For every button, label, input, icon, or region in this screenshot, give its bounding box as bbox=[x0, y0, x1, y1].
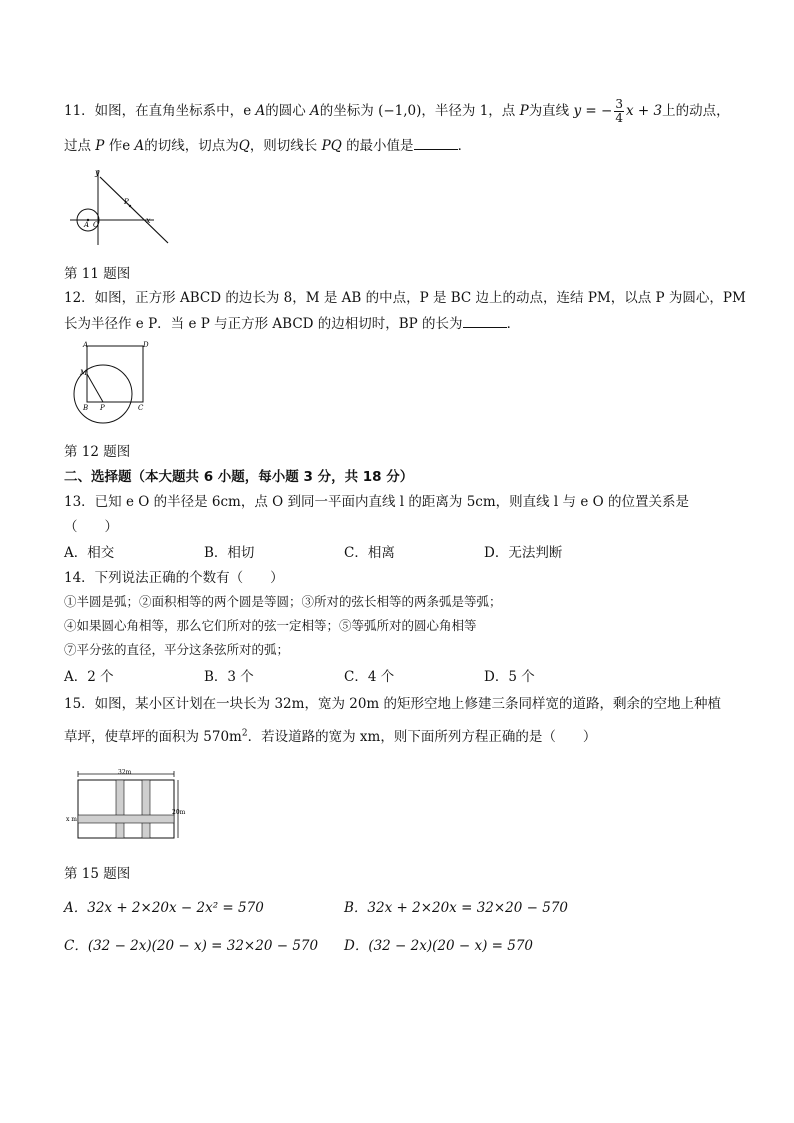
var-A: A bbox=[310, 103, 320, 119]
var-A: A bbox=[134, 138, 145, 154]
q11-line2 bbox=[64, 134, 471, 154]
q14-option-b[interactable]: B．3 个 bbox=[204, 669, 254, 685]
q11-text-h: 作 bbox=[108, 138, 123, 154]
q12-figure bbox=[70, 338, 160, 430]
q12-caption: 第 12 题图 bbox=[64, 444, 131, 460]
fig11-label-x: x bbox=[146, 216, 151, 225]
fig12-label-P: P bbox=[100, 404, 105, 412]
fig12-label-C: C bbox=[138, 404, 144, 412]
q11-line1 bbox=[64, 98, 730, 125]
fig15-label-top: 32m bbox=[118, 769, 132, 776]
fig15-label-left: x m bbox=[66, 816, 77, 823]
coordinate: (−1,0) bbox=[378, 103, 422, 119]
q14-option-a[interactable]: A．2 个 bbox=[64, 669, 114, 685]
q15-caption: 第 15 题图 bbox=[64, 866, 131, 882]
superscript: 2 bbox=[241, 728, 248, 739]
q14-statements-3: ⑦平分弦的直径，平分这条弦所对的弧； bbox=[64, 642, 290, 657]
q11-caption: 第 11 题图 bbox=[64, 266, 131, 282]
var-Q: Q bbox=[238, 138, 250, 154]
q11-text-b: 的圆心 bbox=[265, 103, 306, 119]
q12-text-end: ． bbox=[506, 316, 521, 332]
fig11-label-A: A bbox=[84, 221, 90, 229]
fig15-label-right: 20m bbox=[172, 809, 186, 816]
q14-statements-2: ④如果圆心角相等，那么它们所对的弦一定相等；⑤等弧所对的圆心角相等 bbox=[64, 618, 477, 633]
var-PQ: PQ bbox=[321, 138, 342, 154]
equation-left: y = − bbox=[573, 103, 613, 119]
q15-text-b: ．若设道路的宽为 xm，则下面所列方程正确的是（ ） bbox=[247, 729, 597, 745]
q11-text-k: 的最小值是 bbox=[346, 138, 414, 154]
q13-option-b[interactable]: B．相切 bbox=[204, 545, 255, 561]
q13-option-c[interactable]: C．相离 bbox=[344, 545, 395, 561]
q14-option-d[interactable]: D．5 个 bbox=[484, 669, 535, 685]
answer-blank bbox=[463, 315, 507, 328]
var-A: A bbox=[255, 103, 266, 119]
q11-text-e: 为直线 bbox=[528, 103, 570, 119]
q11-text-g: 过点 bbox=[64, 138, 91, 154]
fig11-label-O: O bbox=[93, 221, 99, 229]
q11-text-a: 11．如图，在直角坐标系中， bbox=[64, 103, 244, 119]
q12-line2 bbox=[64, 312, 520, 332]
circle-symbol: e bbox=[122, 138, 131, 154]
fig12-label-M: M bbox=[80, 369, 88, 377]
frac-den: 4 bbox=[615, 111, 623, 125]
q15-option-d[interactable]: D．(32 − 2x)(20 − x) = 570 bbox=[344, 938, 534, 954]
q14-statements-1: ①半圆是弧；②面积相等的两个圆是等圆；③所对的弦长相等的两条弧是等弧； bbox=[64, 594, 502, 609]
q11-text-c: 的坐标为 bbox=[319, 103, 374, 119]
q11-text-i: 的切线，切点为 bbox=[144, 138, 239, 154]
q15-option-b[interactable]: B．32x + 2×20x = 32×20 − 570 bbox=[344, 900, 569, 916]
q11-text-d: ，半径为 1，点 bbox=[421, 103, 516, 119]
fig11-label-y: y bbox=[95, 168, 100, 177]
q15-option-a[interactable]: A．32x + 2×20x − 2x² = 570 bbox=[64, 900, 264, 916]
q12-line1: 12．如图，正方形 ABCD 的边长为 8，M 是 AB 的中点，P 是 BC 边上的动点，连结 PM，以点 P 为圆心，PM bbox=[64, 290, 746, 306]
q13-paren: （ ） bbox=[64, 519, 118, 535]
fraction bbox=[614, 98, 624, 125]
fig12-label-D: D bbox=[143, 341, 149, 349]
q15-figure bbox=[66, 766, 196, 841]
q15-line2 bbox=[64, 725, 596, 745]
fig12-label-A: A bbox=[83, 341, 89, 349]
q12-text-a: 长为半径作 e P．当 e P 与正方形 ABCD 的边相切时，BP 的长为 bbox=[64, 316, 463, 332]
fig11-label-P: P bbox=[124, 198, 129, 206]
q11-text-end: ． bbox=[457, 138, 472, 154]
var-P: P bbox=[95, 138, 105, 154]
q15-option-c[interactable]: C．(32 − 2x)(20 − x) = 32×20 − 570 bbox=[64, 938, 319, 954]
q11-text-f: 上的动点， bbox=[662, 103, 730, 119]
circle-symbol: e bbox=[243, 103, 252, 119]
q11-figure bbox=[64, 165, 179, 250]
fig12-label-B: B bbox=[83, 404, 89, 412]
q13-option-d[interactable]: D．无法判断 bbox=[484, 545, 563, 561]
equation-right: x + 3 bbox=[625, 103, 663, 119]
answer-blank bbox=[414, 137, 458, 150]
q15-text-a: 草坪，使草坪的面积为 570m bbox=[64, 729, 242, 745]
q13-option-a[interactable]: A．相交 bbox=[64, 545, 115, 561]
q11-text-j: ，则切线长 bbox=[249, 138, 318, 154]
q14-option-c[interactable]: C．4 个 bbox=[344, 669, 395, 685]
q14-line1: 14．下列说法正确的个数有（ ） bbox=[64, 570, 284, 586]
frac-num: 3 bbox=[615, 97, 623, 111]
section-heading: 二、选择题（本大题共 6 小题，每小题 3 分，共 18 分） bbox=[64, 469, 414, 485]
var-P: P bbox=[519, 103, 529, 119]
q13-line1: 13．已知 e O 的半径是 6cm，点 O 到同一平面内直线 l 的距离为 5cm，则直线 l 与 e O 的位置关系是 bbox=[64, 494, 689, 510]
q15-line1: 15．如图，某小区计划在一块长为 32m，宽为 20m 的矩形空地上修建三条同样宽的道路，剩余的空地上种植 bbox=[64, 696, 722, 712]
